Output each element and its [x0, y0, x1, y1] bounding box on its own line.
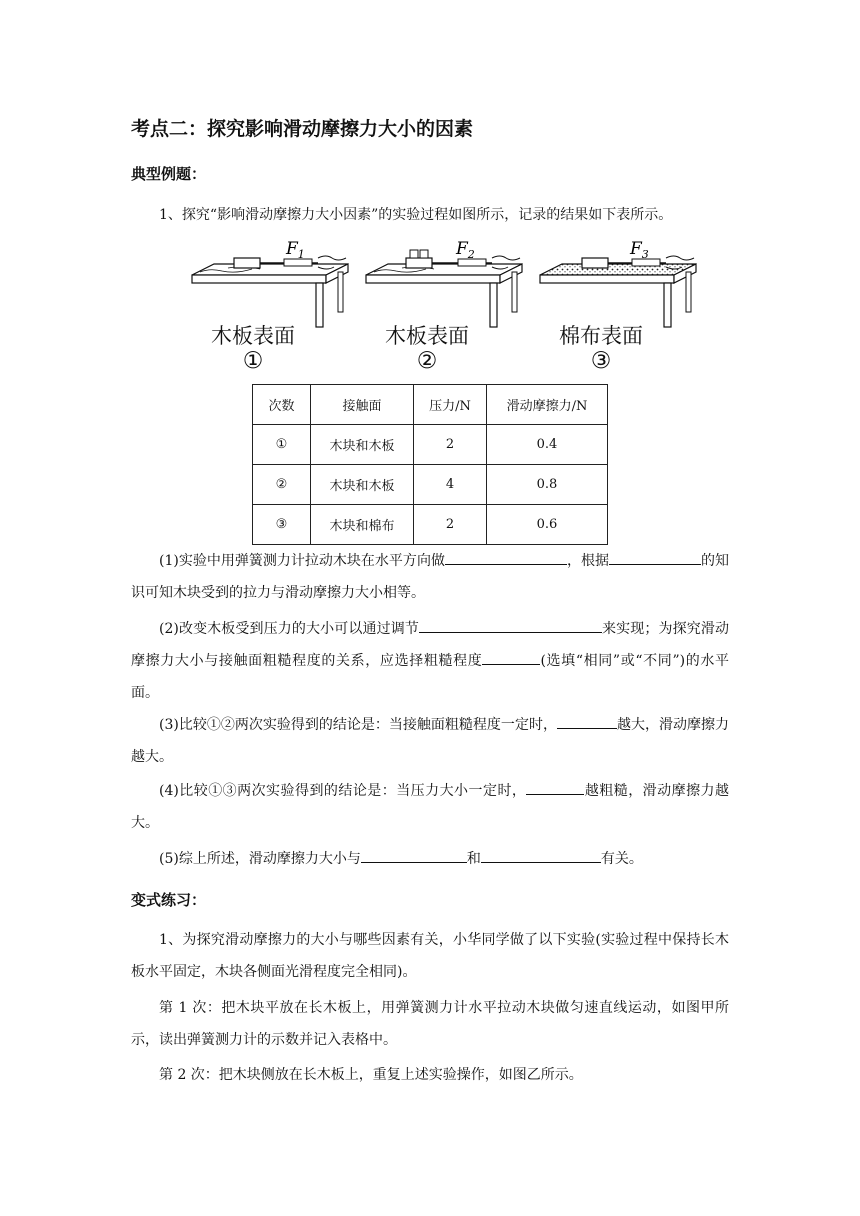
- question-5: (5)综上所述，滑动摩擦力大小与 和 有关。: [131, 843, 729, 875]
- question-intro: 1、探究“影响滑动摩擦力大小因素”的实验过程如图所示，记录的结果如下表所示。: [159, 207, 673, 223]
- caption-1: 木板表面: [211, 324, 295, 348]
- table-cell: ①: [253, 425, 311, 465]
- table-cell: 2: [414, 505, 487, 545]
- practice-heading: 变式练习：: [131, 891, 207, 909]
- table-row: [253, 465, 608, 505]
- table-cell: ③: [253, 505, 311, 545]
- example-heading: 典型例题：: [131, 165, 207, 183]
- question-4: (4)比较①③两次实验得到的结论是：当压力大小一定时， 越粗糙，滑动摩擦力越大。: [131, 775, 729, 839]
- practice-2: 第 1 次：把木块平放在长木板上，用弹簧测力计水平拉动木块做匀速直线运动，如图甲所示，读出弹簧测力计的示数并记入表格中。: [131, 1000, 729, 1048]
- practice-1: 1、为探究滑动摩擦力的大小与哪些因素有关，小华同学做了以下实验(实验过程中保持长木板水平固定，木块各侧面光滑程度完全相同)。: [131, 932, 729, 980]
- force-label-1: $F_1$: [286, 239, 305, 261]
- number-2: ②: [416, 348, 438, 374]
- table-cell: 2: [414, 425, 487, 465]
- setup-2: [366, 239, 522, 327]
- table-row: [253, 505, 608, 545]
- table-header: 次数: [253, 385, 311, 425]
- section-title: 考点二：探究影响滑动摩擦力大小的因素: [131, 118, 474, 140]
- answer-blank[interactable]: [482, 650, 540, 665]
- answer-blank[interactable]: [419, 618, 602, 633]
- table-cell: 0.8: [487, 465, 608, 505]
- table-cell: 0.4: [487, 425, 608, 465]
- practice-3: 第 2 次：把木块侧放在长木板上，重复上述实验操作，如图乙所示。: [159, 1067, 583, 1083]
- setup-1: [192, 239, 348, 327]
- answer-blank[interactable]: [557, 714, 617, 729]
- table-cell: 4: [414, 465, 487, 505]
- question-2: (2)改变木板受到压力的大小可以通过调节 来实现；为探究滑动摩擦力大小与接触面粗糙程度的关系，应选择粗糙程度 (选填“相同”或“不同”)的水平面。: [131, 613, 729, 709]
- answer-blank[interactable]: [445, 550, 567, 565]
- number-1: ①: [242, 348, 264, 374]
- experiment-figure: [188, 238, 708, 378]
- table-header: 压力/N: [414, 385, 487, 425]
- table-cell: 0.6: [487, 505, 608, 545]
- caption-3: 棉布表面: [559, 324, 643, 348]
- table-cell: 木块和木板: [311, 465, 414, 505]
- answer-blank[interactable]: [526, 780, 584, 795]
- force-label-2: $F_2$: [456, 239, 475, 261]
- answer-blank[interactable]: [609, 550, 701, 565]
- table-header: 滑动摩擦力/N: [487, 385, 608, 425]
- results-table: [252, 384, 608, 545]
- question-1: (1)实验中用弹簧测力计拉动木块在水平方向做 ，根据 的知识可知木块受到的拉力与滑动摩擦力大小相等。: [131, 545, 729, 609]
- answer-blank[interactable]: [361, 848, 467, 863]
- table-header: 接触面: [311, 385, 414, 425]
- caption-2: 木板表面: [385, 324, 469, 348]
- experiment-diagram: [188, 238, 708, 328]
- table-cell: 木块和棉布: [311, 505, 414, 545]
- answer-blank[interactable]: [481, 848, 601, 863]
- table-row: [253, 425, 608, 465]
- table-header-row: [253, 385, 608, 425]
- table-cell: 木块和木板: [311, 425, 414, 465]
- question-3: (3)比较①②两次实验得到的结论是：当接触面粗糙程度一定时， 越大，滑动摩擦力越大。: [131, 709, 729, 773]
- setup-3: [540, 239, 696, 327]
- table-cell: ②: [253, 465, 311, 505]
- force-label-3: $F_3$: [630, 239, 649, 261]
- number-3: ③: [590, 348, 612, 374]
